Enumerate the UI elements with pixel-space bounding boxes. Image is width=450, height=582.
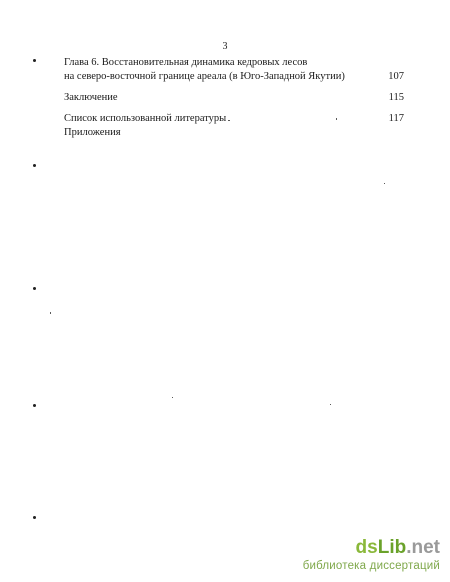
scan-mark	[384, 183, 385, 184]
scan-mark	[330, 404, 331, 405]
dslib-subtitle: библиотека диссертаций	[302, 560, 440, 572]
toc-entry-text: на северо-восточной границе ареала (в Юго-Западной Якутии)	[64, 71, 345, 82]
scan-mark	[33, 404, 36, 407]
toc-entry-text: Заключение	[64, 92, 118, 103]
toc-entry-page: 115	[388, 92, 404, 103]
scan-mark	[33, 59, 36, 62]
scan-mark	[172, 397, 173, 398]
dslib-logo: dsLib.net	[355, 537, 440, 558]
toc-entry-chapter-6	[64, 57, 404, 71]
scan-mark	[50, 312, 51, 314]
toc-entry-page: 117	[388, 113, 404, 124]
scan-mark	[336, 118, 337, 120]
toc-entry-chapter-6-cont	[64, 71, 404, 92]
toc-entry-conclusion	[64, 92, 404, 113]
scan-mark	[228, 120, 230, 121]
dslib-watermark	[303, 538, 440, 572]
page-number: 3	[222, 41, 228, 52]
scan-mark	[33, 516, 36, 519]
toc-entry-appendices	[64, 127, 404, 148]
toc-entry-references	[64, 113, 404, 127]
toc-entry-text: Список использованной литературы	[64, 113, 227, 124]
toc-entry-page: 107	[388, 71, 404, 82]
toc-entry-text: Глава 6. Восстановительная динамика кедровых лесов	[64, 57, 308, 68]
table-of-contents	[64, 57, 404, 148]
scan-mark	[33, 287, 36, 290]
toc-entry-text: Приложения	[64, 127, 121, 138]
scan-mark	[33, 164, 36, 167]
